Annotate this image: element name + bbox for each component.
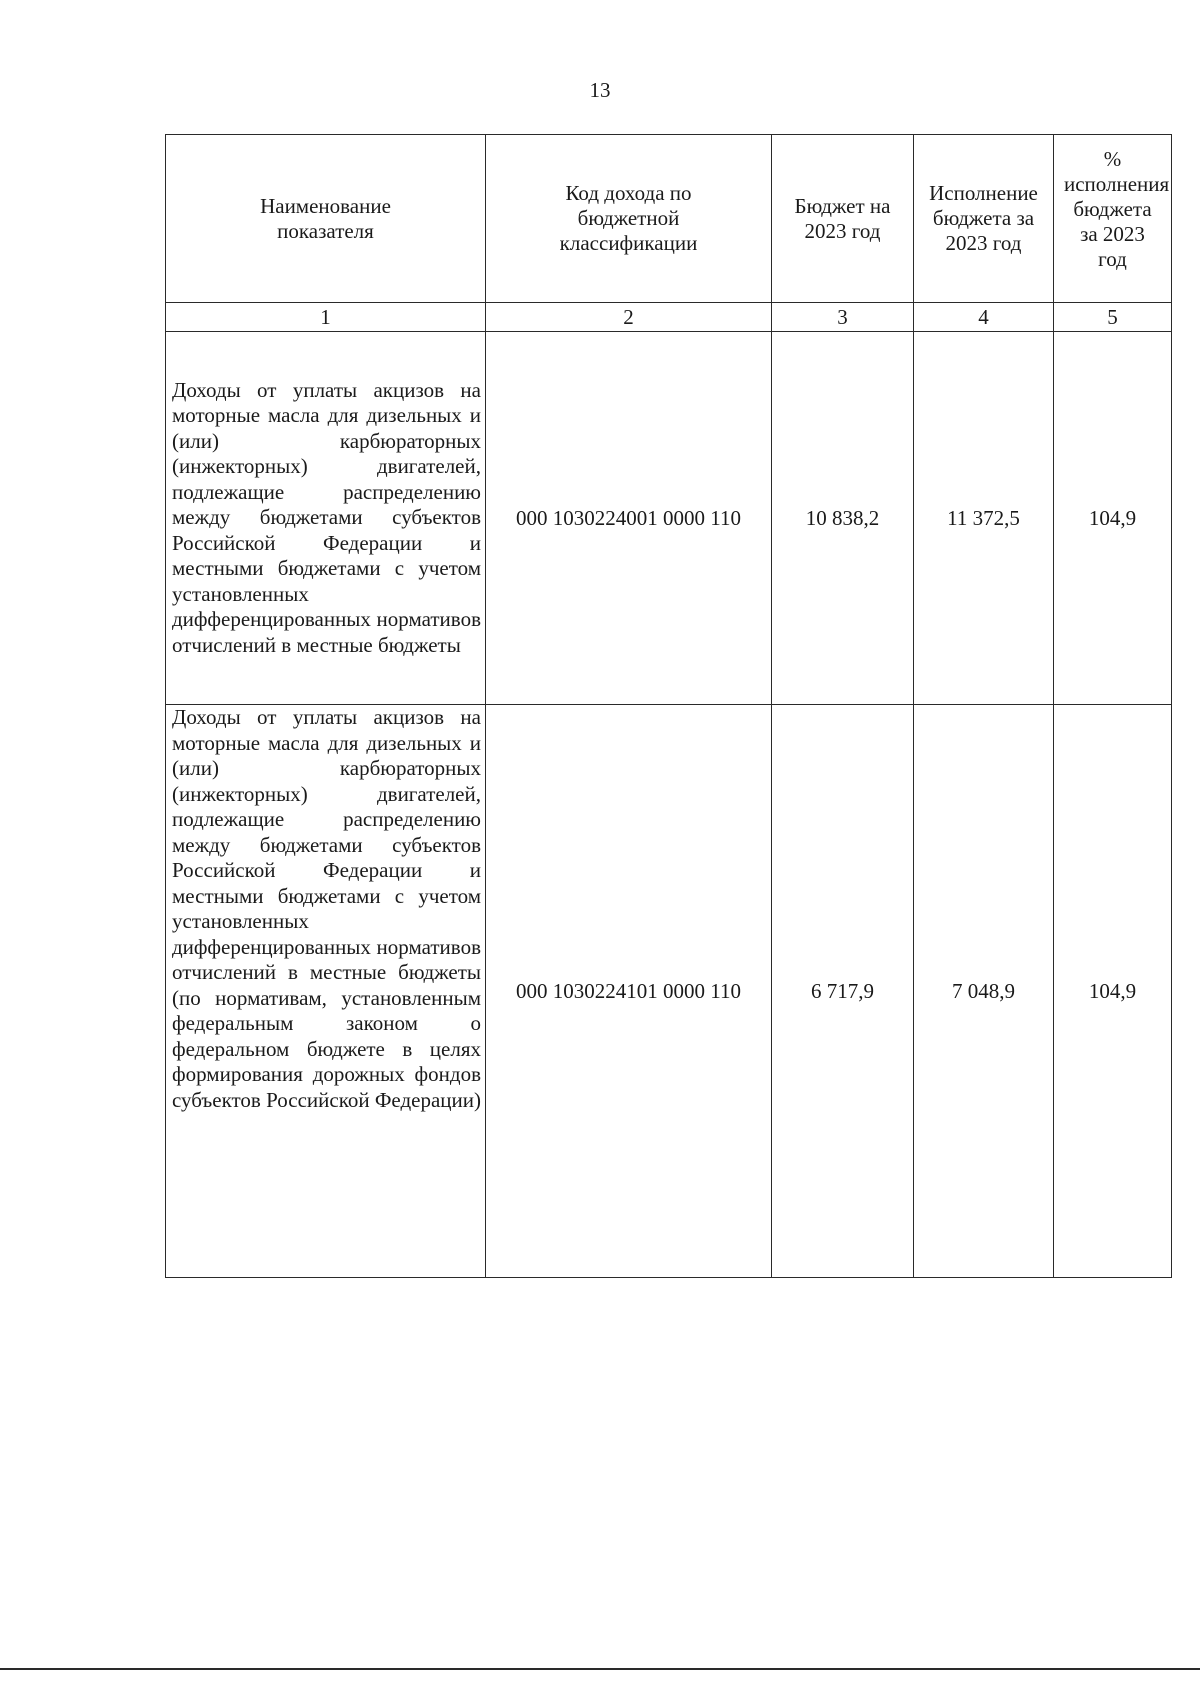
header-name — [166, 135, 486, 303]
header-name-text: Наименование показателя — [260, 193, 391, 243]
table-header-row — [166, 135, 1172, 303]
column-number-4: 4 — [914, 303, 1054, 332]
column-number-row — [166, 303, 1172, 332]
row-name-text: Доходы от уплаты акцизов на моторные масла для дизельных и (или) карбюраторных (инжекторных) двигателей, подлежащие распределению между бюджетами субъектов Российской Федерации и местными бюджетами с учетом установленных дифференцированных нормативов отчислений в местные бюджеты (по нормативам, установленным федеральным законом о федеральном бюджете в целях формирования дорожных фондов субъектов Российской Федерации) — [172, 705, 482, 1112]
row-percent: 104,9 — [1054, 705, 1172, 1278]
header-budget-text: Бюджет на 2023 год — [794, 193, 891, 243]
page-number: 13 — [589, 78, 611, 102]
row-name-text: Доходы от уплаты акцизов на моторные масла для дизельных и (или) карбюраторных (инжекторных) двигателей, подлежащие распределению между бюджетами субъектов Российской Федерации и местными бюджетами с учетом установленных дифференцированных нормативов отчислений в местные бюджеты — [172, 377, 481, 657]
header-budget — [772, 135, 914, 303]
row-code: 000 1030224101 0000 110 — [486, 705, 772, 1278]
row-budget: 6 717,9 — [772, 705, 914, 1278]
budget-execution-table — [165, 134, 1172, 1278]
header-percent-text: % исполнения бюджета за 2023 год — [1064, 147, 1170, 271]
table-row — [166, 705, 1172, 1278]
row-execution: 7 048,9 — [914, 705, 1054, 1278]
header-execution-text: Исполнение бюджета за 2023 год — [929, 181, 1038, 255]
header-code-text: Код дохода по бюджетной классификации — [559, 181, 698, 255]
header-code — [486, 135, 772, 303]
row-name — [166, 332, 486, 705]
column-number-2: 2 — [486, 303, 772, 332]
column-number-1: 1 — [166, 303, 486, 332]
header-percent — [1054, 135, 1172, 303]
column-number-5: 5 — [1054, 303, 1172, 332]
row-budget: 10 838,2 — [772, 332, 914, 705]
table-row — [166, 332, 1172, 705]
row-name — [166, 705, 486, 1278]
column-number-3: 3 — [772, 303, 914, 332]
row-code: 000 1030224001 0000 110 — [486, 332, 772, 705]
row-percent: 104,9 — [1054, 332, 1172, 705]
footer-rule — [0, 1668, 1200, 1670]
row-execution: 11 372,5 — [914, 332, 1054, 705]
header-execution — [914, 135, 1054, 303]
